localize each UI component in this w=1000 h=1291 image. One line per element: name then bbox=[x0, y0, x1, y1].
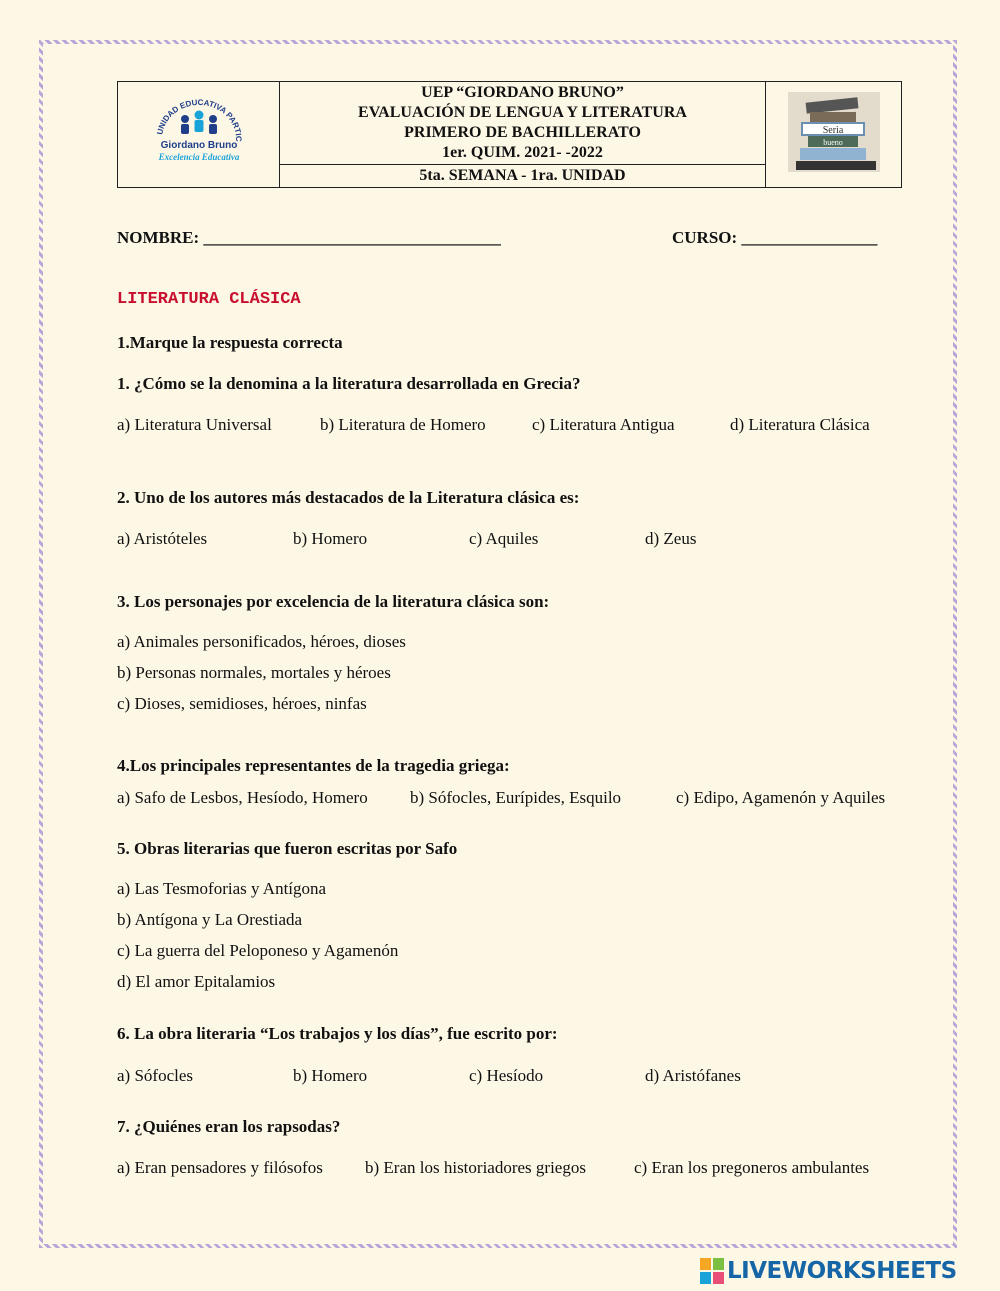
logo-arc-text: UNIDAD EDUCATIVA PARTIC bbox=[154, 97, 243, 142]
header-table bbox=[117, 81, 902, 188]
question-6: 6. La obra literaria “Los trabajos y los días”, fue escrito por: bbox=[117, 1024, 558, 1043]
evaluation-title: EVALUACIÓN DE LENGUA Y LITERATURA bbox=[358, 104, 687, 121]
liveworksheets-brand[interactable] bbox=[700, 1257, 994, 1285]
week-title: 5ta. SEMANA - 1ra. UNIDAD bbox=[280, 165, 766, 188]
header-titles bbox=[280, 82, 766, 165]
q5-option-c[interactable]: c) La guerra del Peloponeso y Agamenón bbox=[117, 941, 399, 960]
q4-option-b[interactable]: b) Sófocles, Eurípides, Esquilo bbox=[410, 788, 622, 807]
q2-option-c[interactable]: c) Aquiles bbox=[469, 529, 539, 548]
question-2: 2. Uno de los autores más destacados de la Literatura clásica es: bbox=[117, 488, 580, 507]
q7-option-c[interactable]: c) Eran los pregoneros ambulantes bbox=[634, 1158, 870, 1177]
q5-option-a[interactable]: a) Las Tesmoforias y Antígona bbox=[117, 879, 327, 898]
q2-option-d[interactable]: d) Zeus bbox=[645, 529, 697, 548]
question-4: 4.Los principales representantes de la tragedia griega: bbox=[117, 756, 510, 775]
q7-option-a[interactable]: a) Eran pensadores y filósofos bbox=[117, 1158, 323, 1177]
q4-option-a[interactable]: a) Safo de Lesbos, Hesíodo, Homero bbox=[117, 788, 368, 807]
q5-option-b[interactable]: b) Antígona y La Orestiada bbox=[117, 910, 303, 929]
school-logo-cell bbox=[118, 82, 280, 188]
question-7: 7. ¿Quiénes eran los rapsodas? bbox=[117, 1117, 341, 1136]
period-title: 1er. QUIM. 2021- -2022 bbox=[442, 144, 603, 161]
logo-name: Giordano Bruno bbox=[160, 140, 237, 151]
section-title: LITERATURA CLÁSICA bbox=[117, 290, 301, 309]
liveworksheets-text: LIVEWORKSHEETS bbox=[727, 1258, 957, 1284]
books-image-cell bbox=[766, 82, 902, 188]
q6-option-d[interactable]: d) Aristófanes bbox=[645, 1066, 741, 1085]
svg-text:UNIDAD EDUCATIVA PARTICULAR bbox=[144, 93, 243, 142]
school-name: UEP “GIORDANO BRUNO” bbox=[421, 84, 624, 101]
q3-option-b[interactable]: b) Personas normales, mortales y héroes bbox=[117, 663, 391, 682]
q1-option-c[interactable]: c) Literatura Antigua bbox=[532, 415, 675, 434]
name-field[interactable]: NOMBRE: ___________________________________ bbox=[117, 228, 501, 247]
question-3: 3. Los personajes por excelencia de la literatura clásica son: bbox=[117, 592, 550, 611]
books-text-1: Seria bbox=[822, 125, 843, 136]
q1-option-d[interactable]: d) Literatura Clásica bbox=[730, 415, 870, 434]
course-field[interactable]: CURSO: ________________ bbox=[672, 228, 878, 247]
q6-option-b[interactable]: b) Homero bbox=[293, 1066, 368, 1085]
logo-motto: Excelencia Educativa bbox=[158, 152, 239, 162]
question-1: 1. ¿Cómo se la denomina a la literatura desarrollada en Grecia? bbox=[117, 374, 581, 393]
books-icon bbox=[788, 92, 880, 172]
question-5: 5. Obras literarias que fueron escritas por Safo bbox=[117, 839, 458, 858]
liveworksheets-logo-icon bbox=[700, 1258, 724, 1284]
q3-option-a[interactable]: a) Animales personificados, héroes, dioses bbox=[117, 632, 406, 651]
q4-option-c[interactable]: c) Edipo, Agamenón y Aquiles bbox=[676, 788, 886, 807]
logo-people-icon bbox=[181, 111, 217, 135]
q6-option-a[interactable]: a) Sófocles bbox=[117, 1066, 194, 1085]
q7-option-b[interactable]: b) Eran los historiadores griegos bbox=[365, 1158, 586, 1177]
q1-option-b[interactable]: b) Literatura de Homero bbox=[320, 415, 486, 434]
instruction: 1.Marque la respuesta correcta bbox=[117, 333, 343, 352]
q1-option-a[interactable]: a) Literatura Universal bbox=[117, 415, 272, 434]
grade-title: PRIMERO DE BACHILLERATO bbox=[404, 124, 641, 141]
q2-option-b[interactable]: b) Homero bbox=[293, 529, 368, 548]
q3-option-c[interactable]: c) Dioses, semidioses, héroes, ninfas bbox=[117, 694, 367, 713]
school-logo bbox=[144, 93, 254, 171]
books-text-2: bueno bbox=[822, 138, 843, 147]
q2-option-a[interactable]: a) Aristóteles bbox=[117, 529, 208, 548]
q6-option-c[interactable]: c) Hesíodo bbox=[469, 1066, 544, 1085]
q5-option-d[interactable]: d) El amor Epitalamios bbox=[117, 972, 276, 991]
